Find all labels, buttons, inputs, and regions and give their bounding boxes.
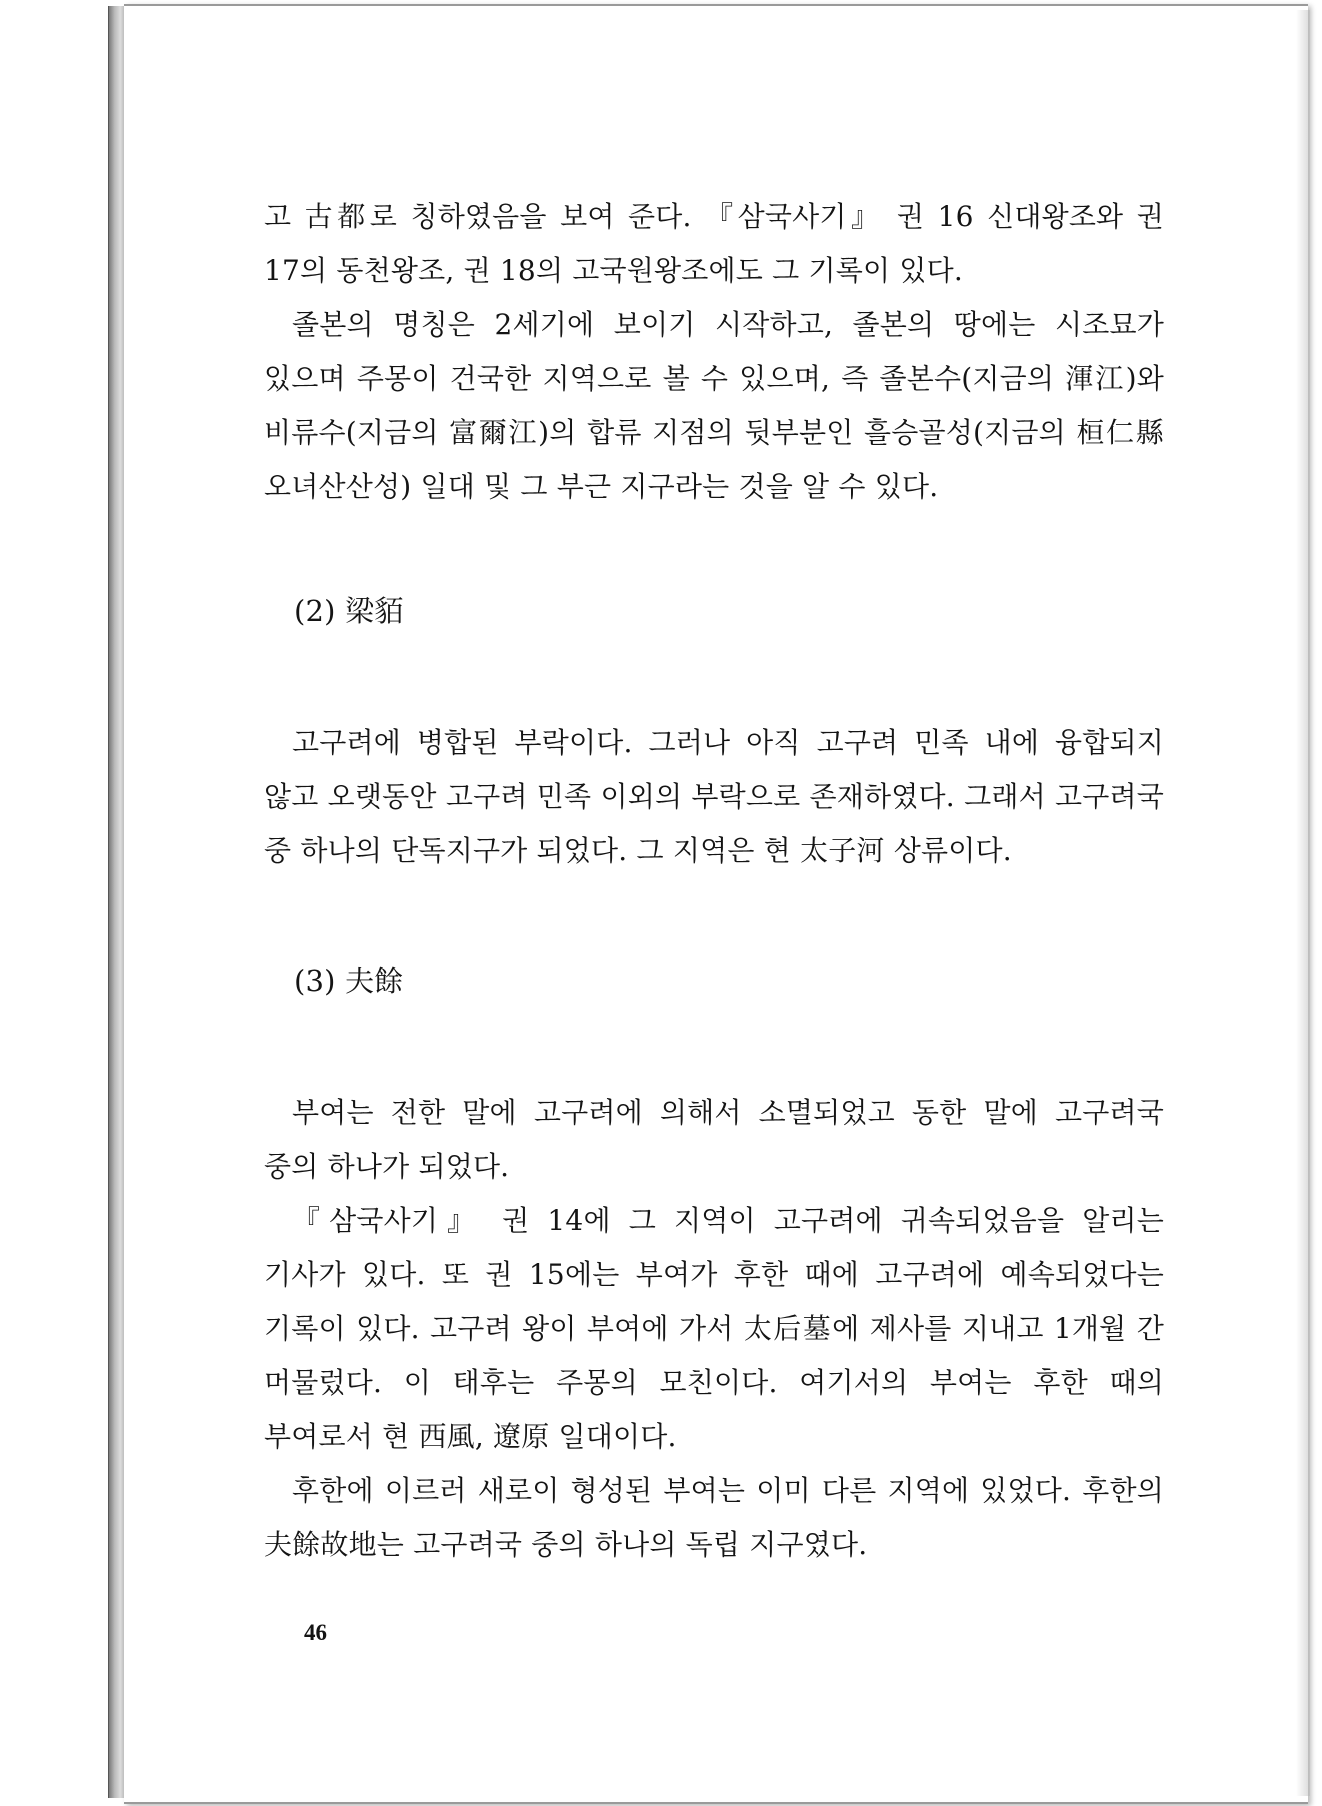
paragraph: 고구려에 병합된 부락이다. 그러나 아직 고구려 민족 내에 융합되지 않고 오랫동안 고구려 민족 이외의 부락으로 존재하였다. 그래서 고구려국 중 하나의 단독지구가 되었다. 그 지역은 현 太子河 상류이다. xyxy=(264,726,1164,867)
paragraph: 고 古都로 칭하였음을 보여 준다. 『삼국사기』 권 16 신대왕조와 권 17의 동천왕조, 권 18의 고국원왕조에도 그 기록이 있다. xyxy=(264,200,1164,287)
book-spine-edge xyxy=(108,6,125,1798)
page-text-body xyxy=(264,190,1164,1572)
page-edge-shadow xyxy=(1296,10,1310,1796)
spacer xyxy=(264,1008,1164,1086)
paragraph: 졸본의 명칭은 2세기에 보이기 시작하고, 졸본의 땅에는 시조묘가 있으며 주몽이 건국한 지역으로 볼 수 있으며, 즉 졸본수(지금의 渾江)와 비류수(지금의 富爾江)의 합류 지점의 뒷부분인 흘승골성(지금의 桓仁縣 오녀산산성) 일대 및 그 부근 지구라는 것을 알 수 있다. xyxy=(264,308,1164,503)
spacer xyxy=(264,514,1164,584)
paragraph: 부여는 전한 말에 고구려에 의해서 소멸되었고 동한 말에 고구려국 중의 하나가 되었다. xyxy=(264,1096,1164,1183)
section-heading-2: (2) 梁貊 xyxy=(294,594,404,628)
section-heading-3: (3) 夫餘 xyxy=(294,964,404,998)
paragraph: 후한에 이르러 새로이 형성된 부여는 이미 다른 지역에 있었다. 후한의 夫餘故地는 고구려국 중의 하나의 독립 지구였다. xyxy=(264,1474,1164,1561)
page-number: 46 xyxy=(304,1620,327,1645)
paragraph: 『삼국사기』 권 14에 그 지역이 고구려에 귀속되었음을 알리는 기사가 있다. 또 권 15에는 부여가 후한 때에 고구려에 예속되었다는 기록이 있다. 고구려 왕이 부여에 가서 太后墓에 제사를 지내고 1개월 간 머물렀다. 이 태후는 주몽의 모친이다. 여기서의 부여는 후한 때의 부여로서 현 西風, 遼原 일대이다. xyxy=(264,1204,1164,1453)
spacer xyxy=(264,878,1164,954)
spacer xyxy=(264,638,1164,716)
